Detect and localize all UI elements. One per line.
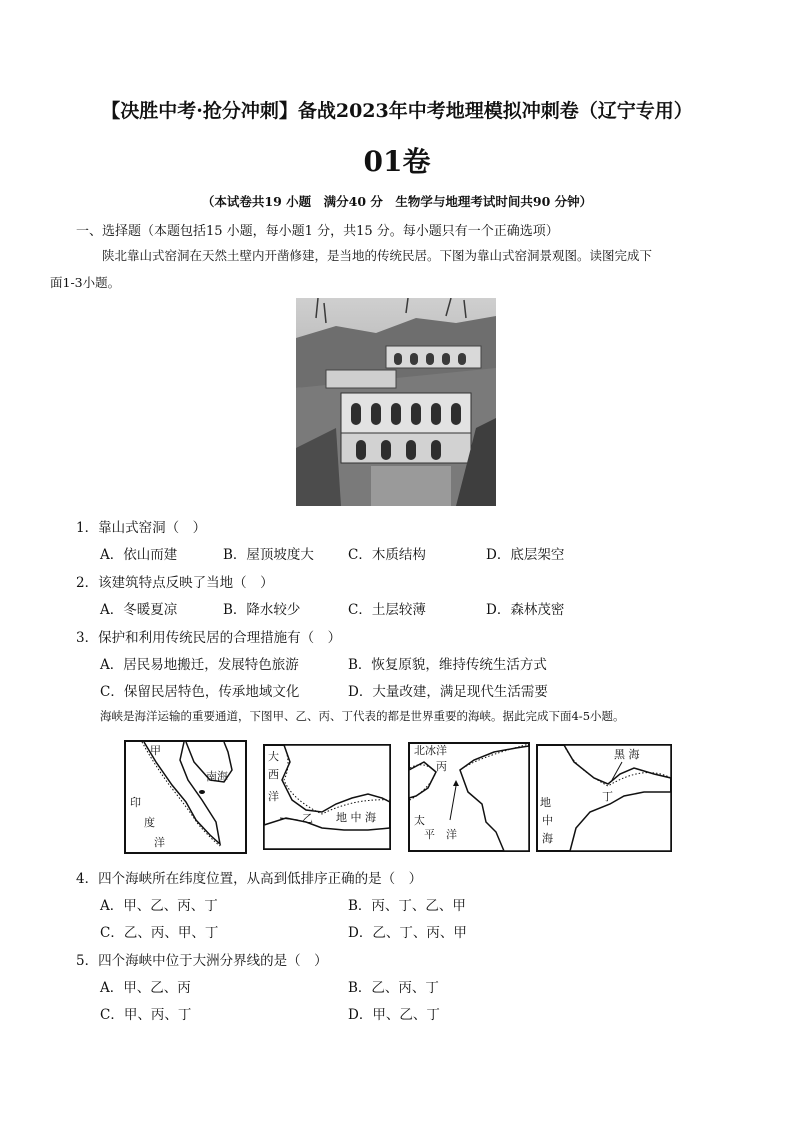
map2-ocean-label-1: 大	[268, 750, 279, 763]
question-2-stem: 2．该建筑特点反映了当地（ ）	[76, 575, 274, 591]
question-1-stem: 1．靠山式窑洞（ ）	[76, 520, 207, 536]
strait-maps	[124, 740, 672, 854]
cave-dwelling-photo	[296, 298, 496, 506]
map3-pacific-label-3: 洋	[446, 828, 457, 841]
map2-strait-label: 乙	[302, 812, 313, 825]
map1-sea-label: 南海	[206, 770, 228, 783]
q3-option-c[interactable]: C．保留民居特色，传承地域文化	[100, 684, 300, 700]
exam-title: 【决胜中考·抢分冲刺】备战2023年中考地理模拟冲刺卷（辽宁专用）	[101, 100, 693, 122]
map4-strait-label: 丁	[602, 790, 613, 803]
map4-med-label-3: 海	[542, 832, 553, 845]
map4-med-label-2: 中	[542, 814, 553, 827]
q4-option-a[interactable]: A．甲、乙、丙、丁	[100, 898, 218, 914]
q1-option-b[interactable]: B．屋顶坡度大	[223, 547, 314, 563]
q1-option-a[interactable]: A．依山而建	[100, 547, 178, 563]
q3-option-b[interactable]: B．恢复原貌，维持传统生活方式	[348, 657, 547, 673]
map3-pacific-label-2: 平	[424, 828, 435, 841]
q5-option-c[interactable]: C．甲、丙、丁	[100, 1007, 192, 1023]
map-strait-bing	[409, 743, 529, 851]
map-strait-yi	[264, 745, 390, 849]
map1-ocean-label-2: 度	[144, 816, 155, 829]
map2-sea-label: 地 中 海	[336, 811, 376, 824]
q1-option-c[interactable]: C．木质结构	[348, 547, 426, 563]
q3-option-a[interactable]: A．居民易地搬迁，发展特色旅游	[100, 657, 299, 673]
q4-option-d[interactable]: D．乙、丁、丙、甲	[348, 925, 467, 941]
map3-ocean-label: 北冰洋	[414, 744, 447, 757]
map2-ocean-label-3: 洋	[268, 790, 279, 803]
question-5-stem: 5．四个海峡中位于大洲分界线的是（ ）	[76, 953, 328, 969]
exam-note: （本试卷共19 小题 满分40 分 生物学与地理考试时间共90 分钟）	[201, 194, 593, 209]
intro-paragraph-1	[50, 242, 718, 296]
q2-option-a[interactable]: A．冬暖夏凉	[100, 602, 178, 618]
q3-option-d[interactable]: D．大量改建，满足现代生活需要	[348, 684, 548, 700]
intro-paragraph-2: 海峡是海洋运输的重要通道，下图甲、乙、丙、丁代表的都是世界重要的海峡。据此完成下面4-5小题。	[100, 709, 625, 723]
map1-ocean-label-3: 洋	[154, 836, 165, 849]
q4-option-b[interactable]: B．丙、丁、乙、甲	[348, 898, 466, 914]
map1-ocean-label-1: 印	[130, 796, 141, 809]
section-heading: 一、选择题（本题包括15 小题，每小题1 分，共15 分。每小题只有一个正确选项）	[76, 224, 559, 239]
q2-option-c[interactable]: C．土层较薄	[348, 602, 426, 618]
intro-line-1: 陕北靠山式窑洞在天然土壁内开凿修建，是当地的传统民居。下图为靠山式窑洞景观图。读图完成下	[102, 248, 653, 263]
map3-pacific-label-1: 太	[414, 814, 425, 827]
map-strait-ding	[537, 745, 671, 851]
map1-strait-label: 甲	[150, 744, 161, 757]
question-3-stem: 3．保护和利用传统民居的合理措施有（ ）	[76, 630, 342, 646]
q5-option-b[interactable]: B．乙、丙、丁	[348, 980, 439, 996]
q4-option-c[interactable]: C．乙、丙、甲、丁	[100, 925, 219, 941]
map4-sea-label: 黑 海	[614, 748, 640, 761]
q1-option-d[interactable]: D．底层架空	[486, 547, 565, 563]
q2-option-b[interactable]: B．降水较少	[223, 602, 301, 618]
map-strait-jia	[125, 741, 246, 853]
paper-number: 01卷	[363, 145, 431, 178]
map2-ocean-label-2: 西	[268, 768, 279, 781]
q2-option-d[interactable]: D．森林茂密	[486, 602, 565, 618]
intro-line-2: 面1-3小题。	[50, 275, 121, 290]
map4-med-label-1: 地	[540, 796, 551, 809]
q5-option-a[interactable]: A．甲、乙、丙	[100, 980, 191, 996]
question-4-stem: 4．四个海峡所在纬度位置，从高到低排序正确的是（ ）	[76, 871, 423, 887]
q5-option-d[interactable]: D．甲、乙、丁	[348, 1007, 440, 1023]
map3-strait-label: 丙	[436, 760, 447, 773]
